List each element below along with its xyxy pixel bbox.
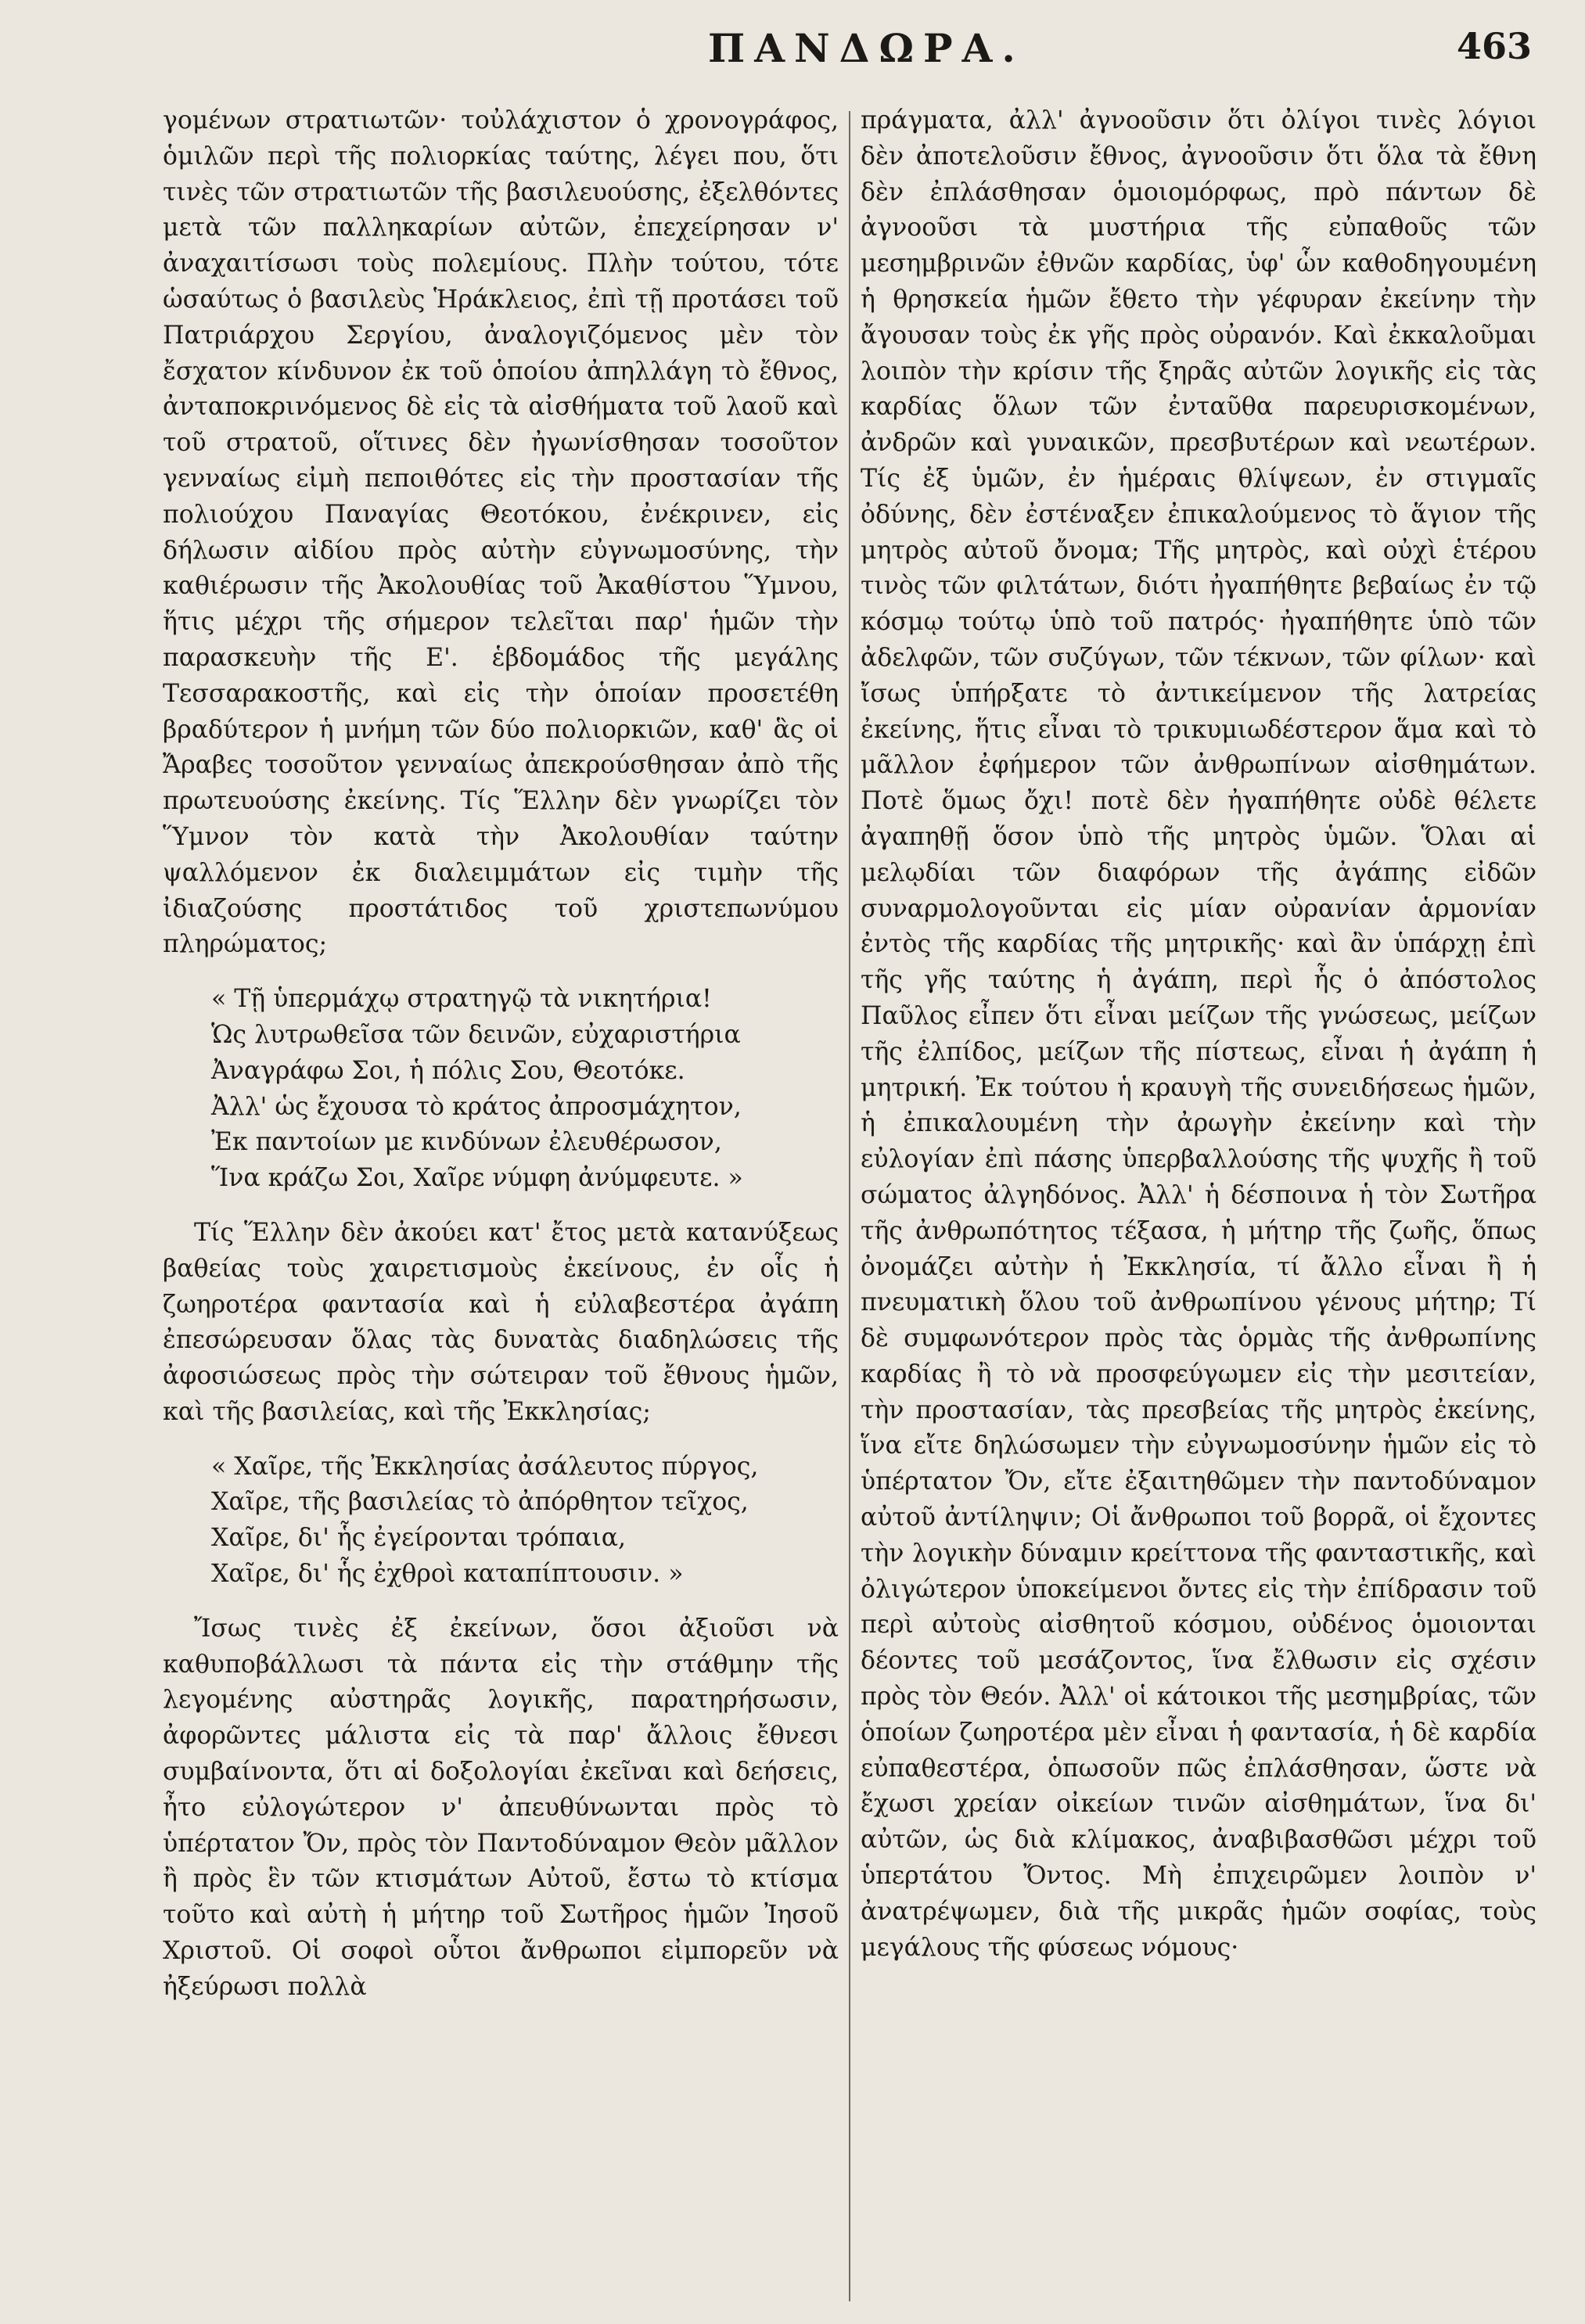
page-number: 463 [1456, 25, 1532, 67]
verse-line: Χαῖρε, δι' ἧς ἐχθροὶ καταπίπτουσιν. » [211, 1560, 684, 1589]
hymn-verse [211, 1449, 839, 1593]
left-column [163, 103, 839, 2301]
hymn-verse [211, 982, 839, 1197]
verse-line: Ἀλλ' ὡς ἔχουσα τὸ κράτος ἀπροσμάχητον, [211, 1092, 742, 1121]
verse-line: Ἐκ παντοίων με κινδύνων ἐλευθέρωσον, [211, 1128, 722, 1157]
verse-line: « Χαῖρε, τῆς Ἐκκλησίας ἀσάλευτος πύργος, [211, 1452, 759, 1481]
verse-line: Ἵνα κράζω Σοι, Χαῖρε νύμφη ἀνύμφευτε. » [211, 1164, 743, 1193]
column-divider [849, 111, 850, 2301]
verse-line: Χαῖρε, δι' ἧς ἐγείρονται τρόπαια, [211, 1524, 627, 1553]
paragraph: πράγματα, ἀλλ' ἀγνοοῦσιν ὅτι ὀλίγοι τινὲς λόγιοι δὲν ἀποτελοῦσιν ἔθνος, ἀγνοοῦσιν ὅτι ὅλα τὰ ἔθνη δὲν ἐπλάσθησαν ὁμοιομόρφως, πρὸ πάντων δὲ ἀγνοοῦσι τὰ μυστήρια τῆς εὐπαθοῦς τῶν μεσημβρινῶν ἐθνῶν καρδίας, ὑφ' ὧν καθοδηγουμένη ἡ θρησκεία ἡμῶν ἔθετο τὴν γέφυραν ἐκείνην τὴν ἄγουσαν τοὺς ἐκ γῆς πρὸς οὐρανόν. Καὶ ἐκκαλοῦμαι λοιπὸν τὴν κρίσιν τῆς ξηρᾶς αὐτῶν λογικῆς εἰς τὰς καρδίας ὅλων τῶν ἐνταῦθα παρευρισκομένων, ἀνδρῶν καὶ γυναικῶν, πρεσβυτέρων καὶ νεωτέρων. Τίς ἐξ ὑμῶν, ἐν ἡμέραις θλίψεων, ἐν στιγμαῖς ὀδύνης, δὲν ἐστέναξεν ἐπικαλούμενος τὸ ἅγιον τῆς μητρὸς αὐτοῦ ὄνομα; Τῆς μητρὸς, καὶ οὐχὶ ἑτέρου τινὸς τῶν φιλτάτων, διότι ἠγαπήθητε βεβαίως ἐν τῷ κόσμῳ τούτῳ ὑπὸ τοῦ πατρός· ἠγαπήθητε ὑπὸ τῶν ἀδελφῶν, τῶν συζύγων, τῶν τέκνων, τῶν φίλων· καὶ ἴσως ὑπήρξατε τὸ ἀντικείμενον τῆς λατρείας ἐκείνης, ἥτις εἶναι τὸ τρικυμιωδέστερον ἅμα καὶ τὸ μᾶλλον ἐφήμερον τῶν ἀνθρωπίνων αἰσθημάτων. Ποτὲ ὅμως ὄχι! ποτὲ δὲν ἠγαπήθητε οὐδὲ θέλετε ἀγαπηθῇ ὅσον ὑπὸ τῆς μητρὸς ὑμῶν. Ὅλαι αἱ μελῳδίαι τῶν διαφόρων τῆς ἀγάπης εἰδῶν συναρμολογοῦνται εἰς μίαν οὐρανίαν ἁρμονίαν ἐντὸς τῆς καρδίας τῆς μητρικῆς· καὶ ἂν ὑπάρχῃ ἐπὶ τῆς γῆς ταύτης ἡ ἀγάπη, περὶ ἧς ὁ ἀπόστολος Παῦλος εἶπεν ὅτι εἶναι μείζων τῆς γνώσεως, μείζων τῆς ἐλπίδος, μείζων τῆς πίστεως, εἶναι ἡ ἀγάπη ἡ μητρική. Ἐκ τούτου ἡ κραυγὴ τῆς συνειδήσεως ἡμῶν, ἡ ἐπικαλουμένη τὴν ἀρωγὴν ἐκείνην καὶ τὴν εὐλογίαν ἐπὶ πάσης ὑπερβαλλούσης τῆς ψυχῆς ἢ τοῦ σώματος ἀλγηδόνος. Ἀλλ' ἡ δέσποινα ἡ τὸν Σωτῆρα τῆς ἀνθρωπότητος τέξασα, ἡ μήτηρ τῆς ζωῆς, ὅπως ὀνομάζει αὐτὴν ἡ Ἐκκλησία, τί ἄλλο εἶναι ἢ ἡ πνευματικὴ ὅλου τοῦ ἀνθρωπίνου γένους μήτηρ; Τί δὲ συμφωνότερον πρὸς τὰς ὁρμὰς τῆς ἀνθρωπίνης καρδίας ἢ τὸ νὰ προσφεύγωμεν εἰς τὴν μεσιτείαν, τὴν προστασίαν, τὰς πρεσβείας τῆς μητρὸς ἐκείνης, ἵνα εἴτε δηλώσωμεν τὴν εὐγνωμοσύνην ἡμῶν εἰς τὸ ὑπέρτατον Ὄν, εἴτε ἐξαιτηθῶμεν τὴν παντοδύναμον αὐτοῦ ἀντίληψιν; Οἱ ἄνθρωποι τοῦ βορρᾶ, οἱ ἔχοντες τὴν λογικὴν δύναμιν κρείττονα τῆς φανταστικῆς, καὶ ὀλιγώτερον ὑποκείμενοι ὄντες εἰς τὴν ἐπίδρασιν τοῦ περὶ αὐτοὺς αἰσθητοῦ κόσμου, οὐδένος ὁμοιονται δέοντες τοῦ μεσάζοντος, ἵνα ἔλθωσιν εἰς σχέσιν πρὸς τὸν Θεόν. Ἀλλ' οἱ κάτοικοι τῆς μεσημβρίας, τῶν ὁποίων ζωηροτέρα μὲν εἶναι ἡ φαντασία, ἡ δὲ καρδία εὐπαθεστέρα, ὁπωσοῦν πῶς ἐπλάσθησαν, ὥστε νὰ ἔχωσι χρείαν οἰκείων τινῶν αἰσθημάτων, ἵνα δι' αὐτῶν, ὡς διὰ κλίμακος, ἀναβιβασθῶσι μέχρι τοῦ ὑπερτάτου Ὄντος. Μὴ ἐπιχειρῶμεν λοιπὸν ν' ἀνατρέψωμεν, διὰ τῆς μικρᾶς ἡμῶν σοφίας, τοὺς μεγάλους τῆς φύσεως νόμους· [861, 106, 1536, 1962]
verse-line: « Τῇ ὑπερμάχῳ στρατηγῷ τὰ νικητήρια! [211, 985, 712, 1014]
paragraph: γομένων στρατιωτῶν· τοὐλάχιστον ὁ χρονογράφος, ὁμιλῶν περὶ τῆς πολιορκίας ταύτης, λέγει που, ὅτι τινὲς τῶν στρατιωτῶν τῆς βασιλευούσης, ἐξελθόντες μετὰ τῶν παλληκαρίων αὐτῶν, ἐπεχείρησαν ν' ἀναχαιτίσωσι τοὺς πολεμίους. Πλὴν τούτου, τότε ὡσαύτως ὁ βασιλεὺς Ἡράκλειος, ἐπὶ τῇ προτάσει τοῦ Πατριάρχου Σεργίου, ἀναλογιζόμενος μὲν τὸν ἔσχατον κίνδυνον ἐκ τοῦ ὁποίου ἀπηλλάγη τὸ ἔθνος, ἀνταποκρινόμενος δὲ εἰς τὰ αἰσθήματα τοῦ λαοῦ καὶ τοῦ στρατοῦ, οἵτινες δὲν ἠγωνίσθησαν τοσοῦτον γενναίως εἰμὴ πεποιθότες εἰς τὴν προστασίαν τῆς πολιούχου Παναγίας Θεοτόκου, ἐνέκρινεν, εἰς δήλωσιν αἰδίου πρὸς αὐτὴν εὐγνωμοσύνης, τὴν καθιέρωσιν τῆς Ἀκολουθίας τοῦ Ἀκαθίστου Ὕμνου, ἥτις μέχρι τῆς σήμερον τελεῖται παρ' ἡμῶν τὴν παρασκευὴν τῆς Ε'. ἑβδομάδος τῆς μεγάλης Τεσσαρακοστῆς, καὶ εἰς τὴν ὁποίαν προσετέθη βραδύτερον ἡ μνήμη τῶν δύο πολιορκιῶν, καθ' ἃς οἱ Ἄραβες τοσοῦτον γενναίως ἀπεκρούσθησαν ἀπὸ τῆς πρωτευούσης ἐκείνης. Τίς Ἕλλην δὲν γνωρίζει τὸν Ὕμνον τὸν κατὰ τὴν Ἀκολουθίαν ταύτην ψαλλόμενον ἐκ διαλειμμάτων εἰς τιμὴν τῆς ἰδιαζούσης προστάτιδος τοῦ χριστεπωνύμου πληρώματος; [163, 106, 839, 959]
right-column [861, 103, 1536, 2301]
verse-line: Χαῖρε, τῆς βασιλείας τὸ ἀπόρθητον τεῖχος, [211, 1488, 749, 1517]
page-header [0, 25, 1585, 88]
running-title: ΠΑΝΔΩΡΑ. [708, 25, 1025, 71]
verse-line: Ἀναγράφω Σοι, ἡ πόλις Σου, Θεοτόκε. [211, 1056, 685, 1085]
paragraph: Τίς Ἕλλην δὲν ἀκούει κατ' ἔτος μετὰ κατανύξεως βαθείας τοὺς χαιρετισμοὺς ἐκείνους, ἐν οἷς ἡ ζωηροτέρα φαντασία καὶ ἡ εὐλαβεστέρα ἀγάπη ἐπεσώρευσαν ὅλας τὰς δυνατὰς διαδηλώσεις τῆς ἀφοσιώσεως πρὸς τὴν σώτειραν τοῦ ἔθνους ἡμῶν, καὶ τῆς βασιλείας, καὶ τῆς Ἐκκλησίας; [163, 1218, 839, 1426]
paragraph: Ἴσως τινὲς ἐξ ἐκείνων, ὅσοι ἀξιοῦσι νὰ καθυποβάλλωσι τὰ πάντα εἰς τὴν στάθμην τῆς λεγομένης αὐστηρᾶς λογικῆς, παρατηρήσωσιν, ἀφορῶντες μάλιστα εἰς τὰ παρ' ἄλλοις ἔθνεσι συμβαίνοντα, ὅτι αἱ δοξολογίαι ἐκεῖναι καὶ δεήσεις, ἦτο εὐλογώτερον ν' ἀπευθύνωνται πρὸς τὸ ὑπέρτατον Ὄν, πρὸς τὸν Παντοδύναμον Θεὸν μᾶλλον ἢ πρὸς ἓν τῶν κτισμάτων Αὐτοῦ, ἔστω τὸ κτίσμα τοῦτο καὶ αὐτὴ ἡ μήτηρ τοῦ Σωτῆρος ἡμῶν Ἰησοῦ Χριστοῦ. Οἱ σοφοὶ οὗτοι ἄνθρωποι εἰμπορεῦν νὰ ἠξεύρωσι πολλὰ [163, 1614, 839, 2001]
verse-line: Ὡς λυτρωθεῖσα τῶν δεινῶν, εὐχαριστήρια [211, 1020, 741, 1049]
